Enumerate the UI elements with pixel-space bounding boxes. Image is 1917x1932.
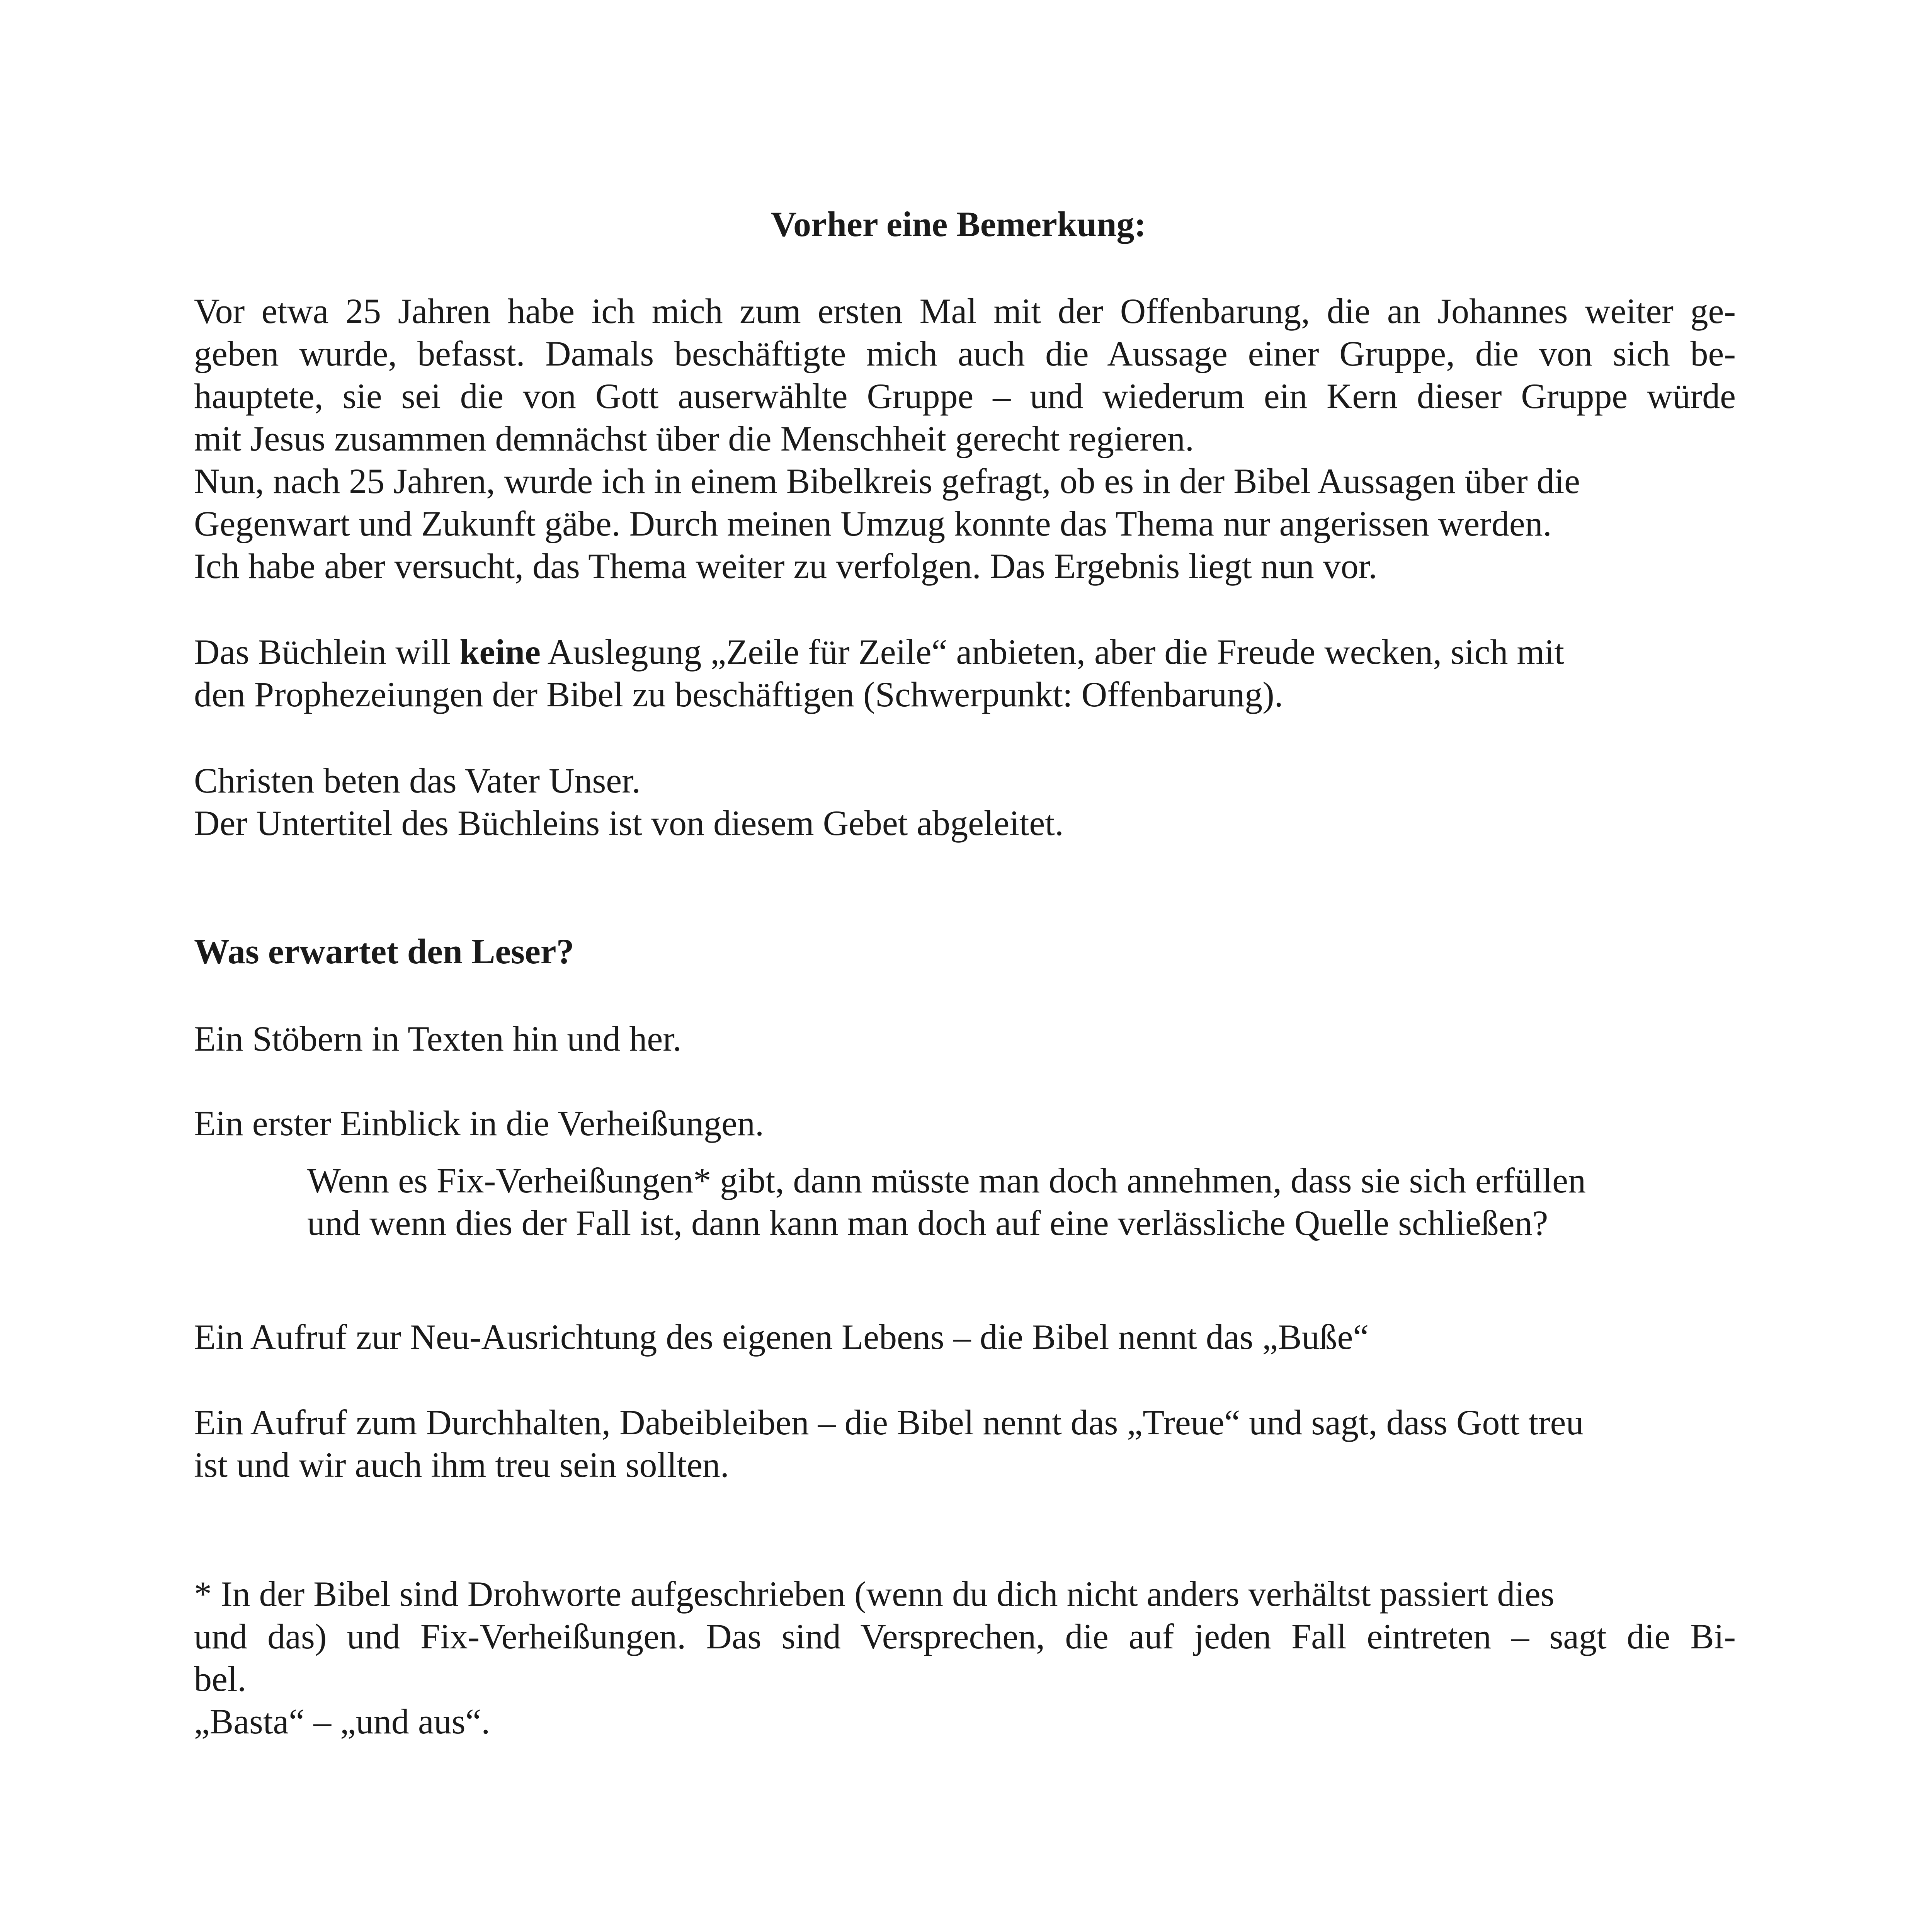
- purpose-text-end: Auslegung „Zeile für Zeile“ anbieten, aber die Freude wecken, sich mit: [540, 632, 1565, 672]
- intro-line: Nun, nach 25 Jahren, wurde ich in einem Bibelkreis gefragt, ob es in der Bibel Aussagen über die: [194, 461, 1580, 501]
- prayer-line-2: Der Untertitel des Büchleins ist von diesem Gebet abgeleitet.: [194, 803, 1064, 843]
- indented-line-1: Wenn es Fix-Verheißungen* gibt, dann müsste man doch annehmen, dass sie sich erfüllen: [307, 1161, 1586, 1200]
- intro-paragraph: [194, 290, 1736, 587]
- expect-item-3: Ein Aufruf zur Neu-Ausrichtung des eigenen Lebens – die Bibel nennt das „Buße“: [194, 1317, 1369, 1357]
- indented-line-2: und wenn dies der Fall ist, dann kann man doch auf eine verlässliche Quelle schließen?: [307, 1203, 1548, 1243]
- page-heading: Vorher eine Bemerkung:: [771, 204, 1146, 244]
- footnote-line-2: und das) und Fix-Verheißungen. Das sind Versprechen, die auf jeden Fall eintreten – sagt die Bi-: [194, 1617, 1736, 1656]
- intro-line: Vor etwa 25 Jahren habe ich mich zum ersten Mal mit der Offenbarung, die an Johannes weiter ge-: [194, 291, 1736, 331]
- purpose-text-start: Das Büchlein will: [194, 632, 460, 672]
- intro-line: mit Jesus zusammen demnächst über die Menschheit gerecht regieren.: [194, 419, 1194, 458]
- expect-item-2: Ein erster Einblick in die Verheißungen.: [194, 1104, 764, 1143]
- expect-item-4-line-2: ist und wir auch ihm treu sein sollten.: [194, 1445, 729, 1485]
- purpose-paragraph: [194, 631, 1736, 716]
- expect-item-1: Ein Stöbern in Texten hin und her.: [194, 1019, 682, 1058]
- footnote-line-1: * In der Bibel sind Drohworte aufgeschrieben (wenn du dich nicht anders verhältst passiert dies: [194, 1574, 1555, 1614]
- intro-line: geben wurde, befasst. Damals beschäftigte mich auch die Aussage einer Gruppe, die von sich be-: [194, 334, 1736, 373]
- purpose-bold-word: keine: [459, 632, 541, 672]
- prayer-paragraph: [194, 759, 1736, 844]
- footnote-line-3: bel.: [194, 1659, 247, 1699]
- intro-line: Gegenwart und Zukunft gäbe. Durch meinen Umzug konnte das Thema nur angerissen werden.: [194, 504, 1552, 543]
- intro-line: Ich habe aber versucht, das Thema weiter zu verfolgen. Das Ergebnis liegt nun vor.: [194, 546, 1378, 586]
- purpose-line: [194, 631, 1736, 673]
- expect-item-4-line-1: Ein Aufruf zum Durchhalten, Dabeibleiben – die Bibel nennt das „Treue“ und sagt, dass Gott treu: [194, 1403, 1584, 1442]
- intro-line: hauptete, sie sei die von Gott auserwählte Gruppe – und wiederum ein Kern dieser Gruppe würde: [194, 376, 1736, 416]
- footnote: [194, 1573, 1736, 1743]
- section-heading: Was erwartet den Leser?: [194, 932, 574, 971]
- prayer-line-1: Christen beten das Vater Unser.: [194, 761, 641, 800]
- indented-quote: [307, 1159, 1737, 1244]
- purpose-line-2: den Prophezeiungen der Bibel zu beschäftigen (Schwerpunkt: Offenbarung).: [194, 675, 1283, 714]
- footnote-line-4: „Basta“ – „und aus“.: [194, 1702, 490, 1741]
- expect-item-4: [194, 1401, 1736, 1486]
